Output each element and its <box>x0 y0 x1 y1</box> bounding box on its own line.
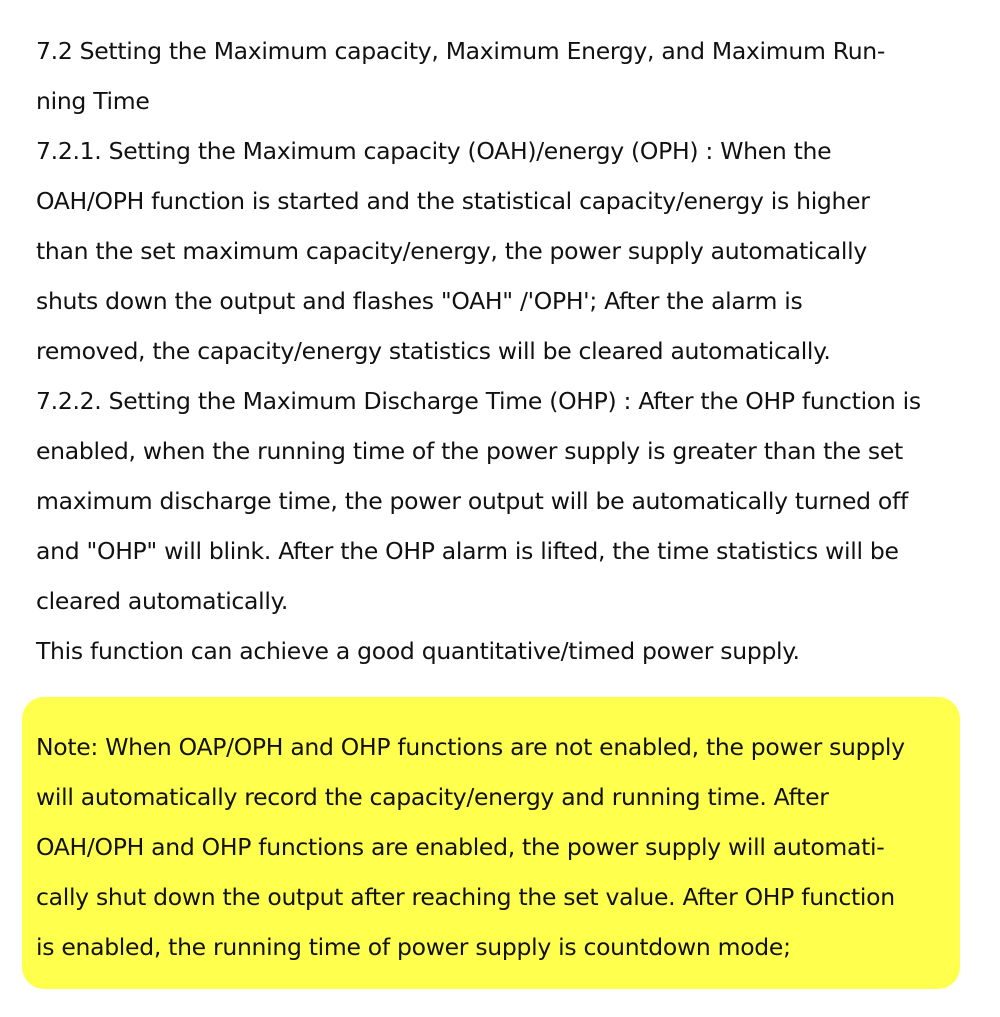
subsection-7-2-1-line: 7.2.1. Setting the Maximum capacity (OAH)/energy (OPH) : When the <box>36 137 832 165</box>
summary-line: This function can achieve a good quantitative/timed power supply. <box>36 637 800 665</box>
subsection-7-2-1-line: than the set maximum capacity/energy, the power supply automatically <box>36 237 867 265</box>
note-line: Note: When OAP/OPH and OHP functions are not enabled, the power supply <box>36 733 905 761</box>
note-line: is enabled, the running time of power supply is countdown mode; <box>36 933 791 961</box>
section-7-2-text <box>36 26 976 676</box>
note-line: cally shut down the output after reaching the set value. After OHP function <box>36 883 895 911</box>
section-heading-line: 7.2 Setting the Maximum capacity, Maximum Energy, and Maximum Run- <box>36 37 886 65</box>
subsection-7-2-2-line: and "OHP" will blink. After the OHP alarm is lifted, the time statistics will be <box>36 537 899 565</box>
subsection-7-2-2-line: cleared automatically. <box>36 587 289 615</box>
subsection-7-2-1-line: shuts down the output and flashes "OAH" /'OPH'; After the alarm is <box>36 287 803 315</box>
note-line: will automatically record the capacity/energy and running time. After <box>36 783 829 811</box>
subsection-7-2-2-line: enabled, when the running time of the power supply is greater than the set <box>36 437 903 465</box>
subsection-7-2-2-line: maximum discharge time, the power output will be automatically turned off <box>36 487 908 515</box>
note-line: OAH/OPH and OHP functions are enabled, the power supply will automati- <box>36 833 885 861</box>
subsection-7-2-2-line: 7.2.2. Setting the Maximum Discharge Time (OHP) : After the OHP function is <box>36 387 921 415</box>
note-highlight-box <box>22 697 960 989</box>
subsection-7-2-1-line: OAH/OPH function is started and the statistical capacity/energy is higher <box>36 187 870 215</box>
subsection-7-2-1-line: removed, the capacity/energy statistics will be cleared automatically. <box>36 337 831 365</box>
section-heading-line: ning Time <box>36 87 150 115</box>
note-text <box>36 722 956 972</box>
